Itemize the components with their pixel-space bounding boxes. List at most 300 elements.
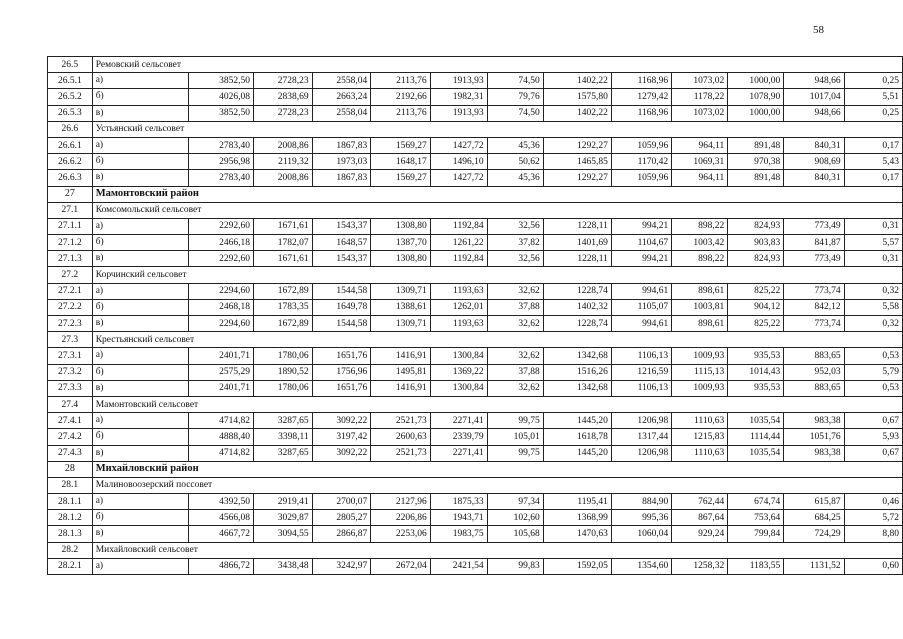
value-cell: 1105,07 [611,299,671,315]
value-cell: 1073,02 [672,73,728,89]
value-cell: 37,88 [487,364,543,380]
section-code: 28.1 [48,477,93,493]
value-cell: 1354,60 [611,558,671,574]
value-cell: 2663,24 [312,89,371,105]
value-cell: 1569,27 [371,170,430,186]
section-header-row [48,121,903,137]
value-cell: 2401,71 [189,348,254,364]
value-cell: 2339,79 [430,429,487,445]
value-cell: 0,32 [844,283,902,299]
value-cell: 99,75 [487,445,543,461]
value-cell: 0,25 [844,73,902,89]
section-header-row [48,57,903,73]
value-cell: 0,31 [844,218,902,234]
row-variant-label: а) [92,558,189,574]
table-row [48,510,903,526]
value-cell: 74,50 [487,105,543,121]
value-cell: 1387,70 [371,235,430,251]
row-variant-label: а) [92,348,189,364]
table-row [48,235,903,251]
value-cell: 1193,63 [430,283,487,299]
value-cell: 0,53 [844,380,902,396]
value-cell: 970,38 [728,154,784,170]
section-code: 28.2 [48,542,93,558]
value-cell: 3852,50 [189,73,254,89]
value-cell: 1215,83 [672,429,728,445]
value-cell: 2119,32 [254,154,313,170]
value-cell: 841,87 [784,235,844,251]
section-code: 27.2 [48,267,93,283]
value-cell: 1671,61 [254,218,313,234]
value-cell: 929,24 [672,526,728,542]
value-cell: 1402,22 [543,105,611,121]
value-cell: 1782,07 [254,235,313,251]
value-cell: 5,79 [844,364,902,380]
value-cell: 1368,99 [543,510,611,526]
row-variant-label: б) [92,299,189,315]
value-cell: 994,61 [611,316,671,332]
value-cell: 1416,91 [371,380,430,396]
value-cell: 1060,04 [611,526,671,542]
value-cell: 2113,76 [371,73,430,89]
value-cell: 952,03 [784,364,844,380]
value-cell: 1416,91 [371,348,430,364]
table-row [48,73,903,89]
value-cell: 2783,40 [189,170,254,186]
value-cell: 1592,05 [543,558,611,574]
value-cell: 1168,96 [611,73,671,89]
value-cell: 2192,66 [371,89,430,105]
row-variant-label: а) [92,494,189,510]
value-cell: 3398,11 [254,429,313,445]
row-variant-label: а) [92,283,189,299]
value-cell: 50,62 [487,154,543,170]
value-cell: 2838,69 [254,89,313,105]
value-cell: 1982,31 [430,89,487,105]
value-cell: 3242,97 [312,558,371,574]
value-cell: 1867,83 [312,170,371,186]
value-cell: 102,60 [487,510,543,526]
value-cell: 1300,84 [430,348,487,364]
value-cell: 1445,20 [543,445,611,461]
row-code: 26.6.2 [48,154,93,170]
row-code: 27.4.1 [48,413,93,429]
value-cell: 5,58 [844,299,902,315]
row-code: 27.4.3 [48,445,93,461]
value-cell: 2600,63 [371,429,430,445]
value-cell: 1003,81 [672,299,728,315]
value-cell: 4866,72 [189,558,254,574]
value-cell: 1228,74 [543,283,611,299]
table-row [48,558,903,574]
table-row [48,445,903,461]
row-variant-label: б) [92,429,189,445]
value-cell: 0,67 [844,445,902,461]
value-cell: 935,53 [728,348,784,364]
row-variant-label: б) [92,154,189,170]
value-cell: 1875,33 [430,494,487,510]
value-cell: 1078,90 [728,89,784,105]
value-cell: 994,61 [611,283,671,299]
value-cell: 1973,03 [312,154,371,170]
value-cell: 884,90 [611,494,671,510]
value-cell: 4392,50 [189,494,254,510]
row-code: 27.3.2 [48,364,93,380]
value-cell: 32,62 [487,380,543,396]
value-cell: 773,74 [784,316,844,332]
value-cell: 1983,75 [430,526,487,542]
value-cell: 3197,42 [312,429,371,445]
row-variant-label: в) [92,445,189,461]
table-row [48,105,903,121]
section-title: Малиновоозерский поссовет [92,477,902,493]
value-cell: 0,67 [844,413,902,429]
district-title: Михайловский район [92,461,902,477]
value-cell: 3029,87 [254,510,313,526]
section-title: Комсомольский сельсовет [92,202,902,218]
value-cell: 1106,13 [611,348,671,364]
row-variant-label: в) [92,380,189,396]
row-code: 27.2.2 [48,299,93,315]
value-cell: 825,22 [728,316,784,332]
value-cell: 2008,86 [254,170,313,186]
value-cell: 1913,93 [430,105,487,121]
row-variant-label: а) [92,73,189,89]
table-row [48,364,903,380]
value-cell: 2271,41 [430,445,487,461]
row-variant-label: б) [92,89,189,105]
section-title: Ремовский сельсовет [92,57,902,73]
value-cell: 1671,61 [254,251,313,267]
row-code: 28.1.3 [48,526,93,542]
value-cell: 1069,31 [672,154,728,170]
value-cell: 1292,27 [543,170,611,186]
table-row [48,137,903,153]
district-header-row [48,461,903,477]
value-cell: 1672,89 [254,316,313,332]
value-cell: 1110,63 [672,413,728,429]
value-cell: 840,31 [784,170,844,186]
value-cell: 1543,37 [312,251,371,267]
value-cell: 0,31 [844,251,902,267]
value-cell: 908,69 [784,154,844,170]
value-cell: 1183,55 [728,558,784,574]
table-row [48,316,903,332]
value-cell: 1649,78 [312,299,371,315]
value-cell: 5,72 [844,510,902,526]
row-code: 27.3.1 [48,348,93,364]
value-cell: 964,11 [672,170,728,186]
section-header-row [48,396,903,412]
row-variant-label: в) [92,526,189,542]
value-cell: 32,56 [487,251,543,267]
value-cell: 1192,84 [430,218,487,234]
value-cell: 773,49 [784,218,844,234]
value-cell: 74,50 [487,73,543,89]
row-variant-label: б) [92,364,189,380]
value-cell: 1051,76 [784,429,844,445]
value-cell: 964,11 [672,137,728,153]
table-row [48,494,903,510]
value-cell: 1516,26 [543,364,611,380]
value-cell: 37,88 [487,299,543,315]
value-cell: 824,93 [728,251,784,267]
value-cell: 2127,96 [371,494,430,510]
row-variant-label: б) [92,235,189,251]
value-cell: 1780,06 [254,348,313,364]
value-cell: 825,22 [728,283,784,299]
value-cell: 1470,63 [543,526,611,542]
value-cell: 684,25 [784,510,844,526]
value-cell: 1890,52 [254,364,313,380]
value-cell: 0,46 [844,494,902,510]
value-cell: 799,84 [728,526,784,542]
value-cell: 1342,68 [543,348,611,364]
value-cell: 2292,60 [189,218,254,234]
value-cell: 1035,54 [728,413,784,429]
value-cell: 1427,72 [430,137,487,153]
value-cell: 1496,10 [430,154,487,170]
value-cell: 948,66 [784,105,844,121]
value-cell: 1309,71 [371,283,430,299]
value-cell: 1193,63 [430,316,487,332]
value-cell: 994,21 [611,218,671,234]
row-code: 28.2.1 [48,558,93,574]
row-variant-label: б) [92,510,189,526]
value-cell: 1170,42 [611,154,671,170]
value-cell: 1206,98 [611,413,671,429]
row-variant-label: в) [92,251,189,267]
row-code: 26.5.2 [48,89,93,105]
row-variant-label: а) [92,218,189,234]
value-cell: 1035,54 [728,445,784,461]
section-header-row [48,332,903,348]
section-title: Корчинский сельсовет [92,267,902,283]
value-cell: 2956,98 [189,154,254,170]
row-code: 27.2.1 [48,283,93,299]
value-cell: 883,65 [784,380,844,396]
value-cell: 1228,74 [543,316,611,332]
value-cell: 2206,86 [371,510,430,526]
value-cell: 1009,93 [672,380,728,396]
value-cell: 948,66 [784,73,844,89]
value-cell: 1651,76 [312,380,371,396]
value-cell: 983,38 [784,445,844,461]
value-cell: 1369,22 [430,364,487,380]
value-cell: 1195,41 [543,494,611,510]
section-title: Крестьянский сельсовет [92,332,902,348]
value-cell: 8,80 [844,526,902,542]
value-cell: 1388,61 [371,299,430,315]
value-cell: 1648,57 [312,235,371,251]
row-code: 28.1.1 [48,494,93,510]
value-cell: 37,82 [487,235,543,251]
value-cell: 615,87 [784,494,844,510]
value-cell: 1672,89 [254,283,313,299]
value-cell: 1228,11 [543,218,611,234]
table-row [48,89,903,105]
value-cell: 0,32 [844,316,902,332]
row-variant-label: в) [92,105,189,121]
value-cell: 3092,22 [312,413,371,429]
value-cell: 1308,80 [371,251,430,267]
value-cell: 3287,65 [254,413,313,429]
value-cell: 1292,27 [543,137,611,153]
row-variant-label: а) [92,413,189,429]
value-cell: 45,36 [487,137,543,153]
value-cell: 2421,54 [430,558,487,574]
table-row [48,283,903,299]
value-cell: 2466,18 [189,235,254,251]
value-cell: 2521,73 [371,445,430,461]
value-cell: 3287,65 [254,445,313,461]
value-cell: 1073,02 [672,105,728,121]
value-cell: 105,68 [487,526,543,542]
value-cell: 3094,55 [254,526,313,542]
value-cell: 1544,58 [312,316,371,332]
value-cell: 3092,22 [312,445,371,461]
table-row [48,299,903,315]
value-cell: 995,36 [611,510,671,526]
value-cell: 2558,04 [312,105,371,121]
table-row [48,154,903,170]
value-cell: 32,62 [487,348,543,364]
value-cell: 1258,32 [672,558,728,574]
row-variant-label: в) [92,170,189,186]
section-code: 26.6 [48,121,93,137]
district-code: 27 [48,186,93,202]
value-cell: 4667,72 [189,526,254,542]
value-cell: 1780,06 [254,380,313,396]
table-row [48,170,903,186]
value-cell: 4888,40 [189,429,254,445]
table-row [48,526,903,542]
value-cell: 5,93 [844,429,902,445]
value-cell: 2558,04 [312,73,371,89]
value-cell: 1131,52 [784,558,844,574]
value-cell: 5,51 [844,89,902,105]
table-body [48,57,903,575]
value-cell: 4026,08 [189,89,254,105]
value-cell: 773,49 [784,251,844,267]
value-cell: 1867,83 [312,137,371,153]
value-cell: 1106,13 [611,380,671,396]
value-cell: 1783,35 [254,299,313,315]
value-cell: 1017,04 [784,89,844,105]
table-row [48,413,903,429]
value-cell: 824,93 [728,218,784,234]
value-cell: 891,48 [728,170,784,186]
tariff-table [47,56,903,575]
value-cell: 1913,93 [430,73,487,89]
district-code: 28 [48,461,93,477]
table-row [48,218,903,234]
value-cell: 2728,23 [254,105,313,121]
value-cell: 891,48 [728,137,784,153]
value-cell: 1059,96 [611,170,671,186]
value-cell: 1651,76 [312,348,371,364]
value-cell: 1308,80 [371,218,430,234]
value-cell: 3852,50 [189,105,254,121]
value-cell: 2271,41 [430,413,487,429]
value-cell: 1300,84 [430,380,487,396]
table-row [48,380,903,396]
page-number: 58 [813,24,824,36]
value-cell: 2521,73 [371,413,430,429]
value-cell: 32,62 [487,283,543,299]
value-cell: 1427,72 [430,170,487,186]
value-cell: 2919,41 [254,494,313,510]
value-cell: 883,65 [784,348,844,364]
value-cell: 1000,00 [728,73,784,89]
value-cell: 1569,27 [371,137,430,153]
value-cell: 1402,32 [543,299,611,315]
value-cell: 1003,42 [672,235,728,251]
value-cell: 1465,85 [543,154,611,170]
value-cell: 840,31 [784,137,844,153]
value-cell: 1009,93 [672,348,728,364]
value-cell: 1495,81 [371,364,430,380]
row-code: 27.4.2 [48,429,93,445]
value-cell: 2253,06 [371,526,430,542]
section-code: 27.1 [48,202,93,218]
value-cell: 99,83 [487,558,543,574]
value-cell: 2783,40 [189,137,254,153]
value-cell: 4714,82 [189,445,254,461]
row-code: 26.6.1 [48,137,93,153]
value-cell: 1110,63 [672,445,728,461]
section-title: Устьянский сельсовет [92,121,902,137]
value-cell: 898,61 [672,283,728,299]
value-cell: 2294,60 [189,283,254,299]
value-cell: 1445,20 [543,413,611,429]
value-cell: 2700,07 [312,494,371,510]
value-cell: 2575,29 [189,364,254,380]
value-cell: 1014,43 [728,364,784,380]
value-cell: 983,38 [784,413,844,429]
value-cell: 99,75 [487,413,543,429]
value-cell: 2401,71 [189,380,254,396]
table-row [48,251,903,267]
value-cell: 1216,59 [611,364,671,380]
value-cell: 32,56 [487,218,543,234]
value-cell: 0,17 [844,170,902,186]
section-header-row [48,477,903,493]
section-header-row [48,542,903,558]
value-cell: 724,29 [784,526,844,542]
row-code: 26.5.3 [48,105,93,121]
value-cell: 1104,67 [611,235,671,251]
row-code: 26.6.3 [48,170,93,186]
value-cell: 1000,00 [728,105,784,121]
section-title: Михайловский сельсовет [92,542,902,558]
value-cell: 1342,68 [543,380,611,396]
value-cell: 1192,84 [430,251,487,267]
value-cell: 3438,48 [254,558,313,574]
section-code: 26.5 [48,57,93,73]
value-cell: 753,64 [728,510,784,526]
value-cell: 5,57 [844,235,902,251]
value-cell: 2805,27 [312,510,371,526]
value-cell: 2292,60 [189,251,254,267]
value-cell: 4566,08 [189,510,254,526]
value-cell: 97,34 [487,494,543,510]
value-cell: 1943,71 [430,510,487,526]
value-cell: 2866,87 [312,526,371,542]
value-cell: 1115,13 [672,364,728,380]
value-cell: 1309,71 [371,316,430,332]
value-cell: 2294,60 [189,316,254,332]
